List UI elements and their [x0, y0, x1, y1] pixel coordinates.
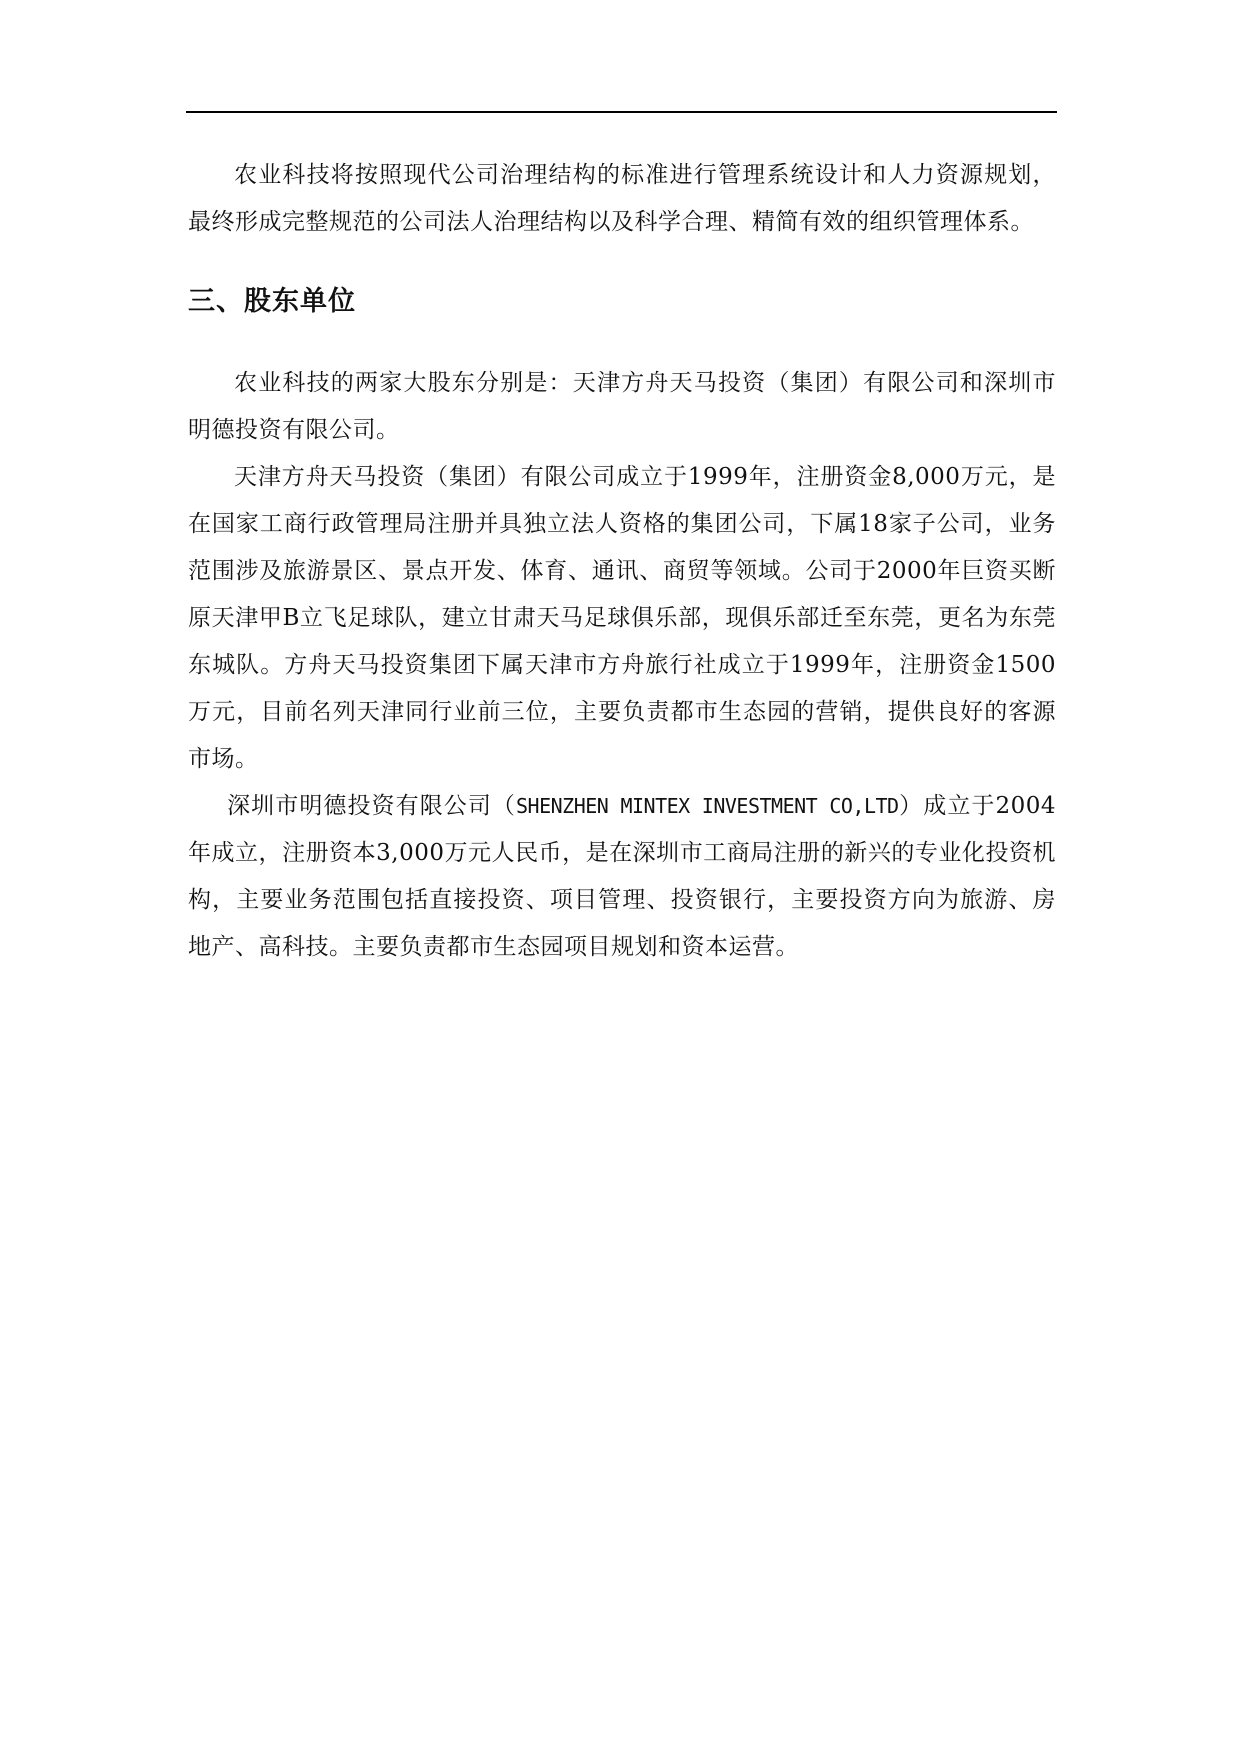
header-rule: [186, 111, 1057, 113]
intro-paragraph: 农业科技将按照现代公司治理结构的标准进行管理系统设计和人力资源规划，最终形成完整规范的公司法人治理结构以及科学合理、精简有效的组织管理体系。: [188, 162, 1056, 235]
mintex-paragraph: [188, 783, 1056, 971]
page-content: [188, 152, 1056, 971]
tianma-paragraph: 天津方舟天马投资（集团）有限公司成立于1999年，注册资金8,000万元，是在国家工商行政管理局注册并具独立法人资格的集团公司，下属18家子公司，业务范围涉及旅游景区、景点开发、体育、通讯、商贸等领域。公司于2000年巨资买断原天津甲B立飞足球队，建立甘肃天马足球俱乐部，现俱乐部迁至东莞，更名为东莞东城队。方舟天马投资集团下属天津市方舟旅行社成立于1999年，注册资金1500万元，目前名列天津同行业前三位，主要负责都市生态园的营销，提供良好的客源市场。: [188, 464, 1056, 772]
mintex-english-name: SHENZHEN MINTEX INVESTMENT CO,LTD: [516, 794, 899, 818]
mintex-text-before: 深圳市明德投资有限公司（: [227, 793, 516, 819]
shareholders-paragraph: 农业科技的两家大股东分别是：天津方舟天马投资（集团）有限公司和深圳市明德投资有限公司。: [188, 370, 1056, 443]
mintex-text-after: ）成立于2004年成立，注册资本3,000万元人民币，是在深圳市工商局注册的新兴的专业化投资机构，主要业务范围包括直接投资、项目管理、投资银行，主要投资方向为旅游、房地产、高科技。主要负责都市生态园项目规划和资本运营。: [188, 793, 1057, 960]
section-title: 三、股东单位: [188, 286, 356, 317]
